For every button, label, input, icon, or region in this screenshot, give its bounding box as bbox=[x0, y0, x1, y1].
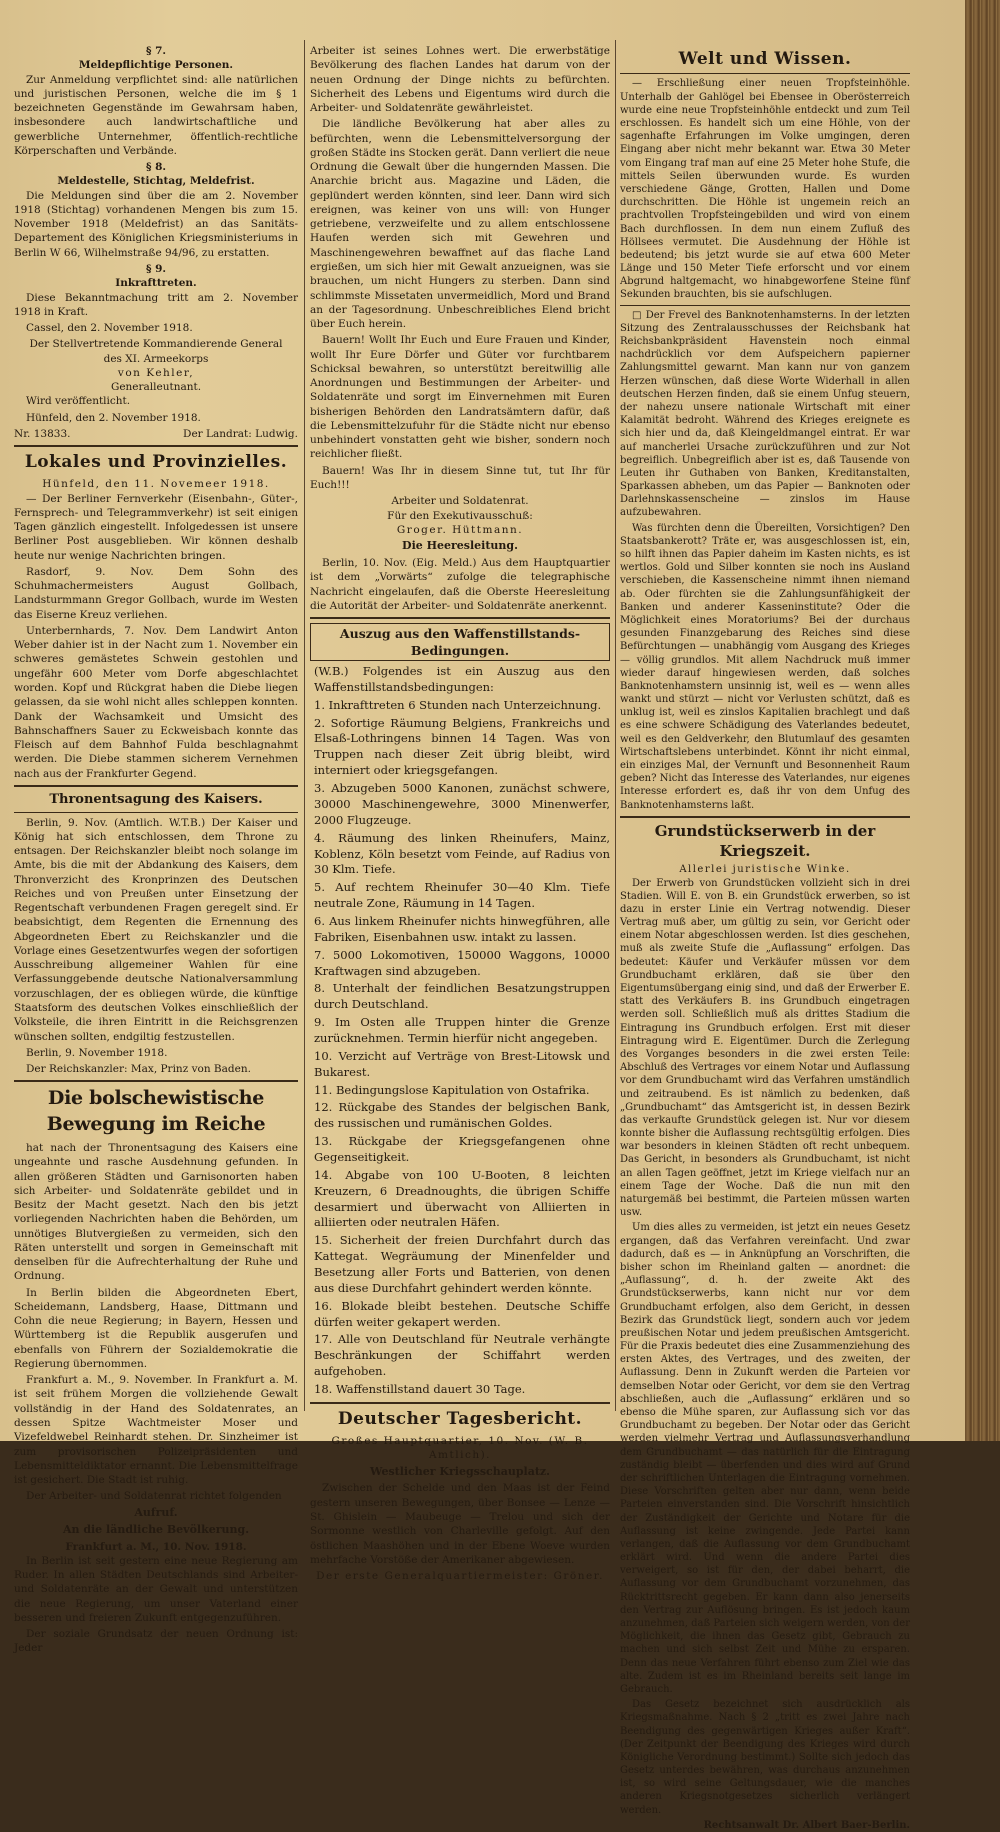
aufruf-date: Frankfurt a. M., 10. Nov. 1918. bbox=[65, 1540, 247, 1553]
divider bbox=[14, 1080, 298, 1082]
aufruf-subheading: An die ländliche Bevölkerung. bbox=[62, 1522, 250, 1536]
cassel-date: Cassel, den 2. November 1918. bbox=[26, 322, 193, 335]
armistice-list bbox=[310, 664, 610, 1398]
bolschewistische-heading: Die bolschewistische Bewegung im Reiche bbox=[46, 1087, 266, 1136]
welt-heading: Welt und Wissen. bbox=[678, 49, 852, 69]
divider bbox=[620, 816, 910, 818]
cassel-sign-2: des XI. Armeekorps bbox=[103, 352, 209, 365]
bolsch-text-3: Frankfurt a. M., 9. November. In Frankfurt a. M. ist seit frühem Morgen die vollziehende Gewalt vollständig in der Hand des Soldatenrates, an dessen Spitze Wachtmeister Moser und Vizefeldwebel Reinhardt stehen. Dr. Sinzheimer ist zum provisorischen Polizeipräsidenten und Lebensmitteldiktator ernannt. Die Lebensmittelfrage ist gesichert. Die Stadt ist ruhig. bbox=[14, 1374, 298, 1487]
bolsch-text-4: Der Arbeiter- und Soldatenrat richtet folgenden bbox=[26, 1490, 282, 1503]
landrat-sign: Der Landrat: Ludwig. bbox=[183, 427, 298, 440]
list-item: 3. Abzugeben 5000 Kanonen, zunächst schwere, 30000 Maschinengewehre, 3000 Minenwerfer, 2000 Flugzeuge. bbox=[314, 781, 610, 827]
aufruf-text-1: In Berlin ist seit gestern eine neue Regierung am Ruder. In allen Städten Deutschlands sind Arbeiter- und Soldatenräte an der Gewalt und unterstützen die neue Regierung, um unser Vaterland einer besseren und freieren Zukunft entgegenzuführen. bbox=[14, 1554, 298, 1624]
fernverkehr-text: — Der Berliner Fernverkehr (Eisenbahn-, Güter-, Fernsprech- und Telegrammverkehr) ist seit einigen Tagen gänzlich eingestellt. Infolgedessen ist unsere Berliner Post ausgeblieben. Wir können deshalb heute nur wenige Nachrichten bringen. bbox=[14, 492, 298, 562]
column-right bbox=[620, 44, 910, 1831]
aufruf-sign-3: Groger. Hüttmann. bbox=[396, 523, 524, 536]
list-item: 7. 5000 Lokomotiven, 150000 Waggons, 10000 Kraftwagen sind abzugeben. bbox=[314, 947, 610, 978]
frevel-text-2: Was fürchten denn die Übereilten, Vorsichtigen? Den Staatsbankerott? Träte er, was ausgeschlossen ist, ein, so hilft ihnen das Papier daheim im Kasten nichts, es ist wertlos. Gold und Silber konnten sie noch ins Ausland verschieben, die Kassenscheine nimmt ihnen niemand ab. Oder fürchten sie die Zahlungsunfähigkeit der Banken und anderer Kasseninstitute? Oder die Möglichkeit eines Moratoriums? Bei der durchaus gesunden Finanzgebarung des Reiches sind diese Befürchtungen — unabhängig vom Ausgang des Krieges — völlig grundlos. Mit allem Nachdruck muß immer wieder darauf hingewiesen werden, daß solches Banknotenhamstern unsinnig ist, weil es — wenn alles wankt und stürzt — nicht vor Verlusten schützt, daß es unklug ist, weil es zinslos Kapitalien brachlegt und daß es eine schwere Schädigung des Vaterlandes bedeutet, weil es den Geldverkehr, den Blutumlauf des gesamten Wirtschaftslebens unterbindet. Könnt ihr nicht einmal, ein einziges Mal, der Vernunft und Besonnenheit Raum geben? Nicht das Interesse des Vaterlandes, nur eigenes Interesse erfordert es, daß ihr von dem Unfug des Banknotenhamsterns laßt. bbox=[620, 522, 910, 811]
tagesbericht-dateline: Großes Hauptquartier, 10. Nov. (W. B. Amtlich). bbox=[331, 1434, 589, 1462]
rasdorf-text: Rasdorf, 9. Nov. Dem Sohn des Schuhmachermeisters August Gollbach, Landsturmmann Gregor Gollbach, wurde im Westen das Eiserne Kreuz verliehen. bbox=[14, 565, 298, 621]
aufruf-cont-2: Die ländliche Bevölkerung hat aber alles zu befürchten, wenn die Lebensmittelversorgung der großen Städte ins Stocken gerät. Dann verliert die neue Ordnung die Gewalt über die hungernden Massen. Die Anarchie bricht aus. Magazine und Läden, die geplündert werden könnten, sind leer. Dann wird sich ereignen, was keiner von uns will: von Hunger getriebene, verzweifelte und zu allem entschlossene Haufen werden sich mit Gewehren und Maschinengewehren bewaffnet auf das flache Land ergießen, um sich hier mit Gewalt anzueignen, was sie brauchen, um nicht Hungers zu sterben. Dann sind schlimmste Missetaten unvermeidlich, Mord und Brand an der Tagesordnung. Unbeschreibliches Elend bricht über Euch herein. bbox=[310, 118, 610, 331]
auszug-intro: (W.B.) Folgendes ist ein Auszug aus den Waffenstillstandsbedingungen: bbox=[314, 664, 610, 694]
aufruf-sign-1: Arbeiter und Soldatenrat. bbox=[391, 495, 529, 508]
list-item: 12. Rückgabe des Standes der belgischen Bank, des russischen und rumänischen Goldes. bbox=[314, 1100, 610, 1131]
section-7-head: § 7. bbox=[145, 45, 167, 57]
thron-text: Berlin, 9. Nov. (Amtlich. W.T.B.) Der Kaiser und König hat sich entschlossen, dem Throne zu entsagen. Der Reichskanzler bleibt noch solange im Amte, bis die mit der Abdankung des Kaisers, dem Thronverzicht des Kronprinzen des Deutschen Reiches und von Preußen unter Einsetzung der Regentschaft verbundenen Fragen geregelt sind. Er beabsichtigt, dem Regenten die Ernennung des Abgeordneten Ebert zu Reichskanzler und die Vorlage eines Gesetzentwurfes wegen der sofortigen Ausschreibung allgemeiner Wahlen für eine Verfassunggebende deutsche Nationalversammlung vorzuschlagen, der es obliegen würde, die künftige Staatsform des deutschen Volkes einschließlich der Volksteile, die ihren Eintritt in die Reichsgrenzen wünschen sollten, endgiltig festzustellen. bbox=[14, 816, 298, 1043]
frevel-text-1: □ Der Frevel des Banknotenhamsterns. In der letzten Sitzung des Zentralausschusses der Reichsbank hat Reichsbankpräsident Havenstein noch einmal nachdrücklich vor dem Aufspeichern papierner Zahlungsmittel gewarnt. Man kann nur von ganzem Herzen wünschen, daß diese Worte Widerhall in allen deutschen Herzen finden, daß sie einem Unfug steuern, der nahezu unsere nationale Wirtschaft mit einer Kalamität bedroht. Während des Krieges ereignete es sich hier und da, daß Kleingeldmangel eintrat. Er war auf mancherlei Ursache zurückzuführen und zur Not begreiflich. Unbegreiflich aber ist es, daß Tausende von Leuten ihr Guthaben von Banken, Kreditanstalten, Sparkassen abheben, um das Papier — Banknoten oder Darlehnskassenscheine — zinslos im Hause aufzubewahren. bbox=[620, 309, 910, 519]
tagesbericht-sign: Der erste Generalquartiermeister: Gröner. bbox=[316, 1570, 604, 1583]
aufruf-text-2: Der soziale Grundsatz der neuen Ordnung ist: Jeder bbox=[14, 1628, 298, 1655]
tagesbericht-text: Zwischen der Schelde und den Maas ist der Feind gestern unseren Bewegungen, über Bonsee — Lenze — St. Ghislein — Maubeuge — Trelou und sich der Sormonne westlich von Charleville gefolgt. Auf den östlichen Maashöhen und in der Ebene Woeve wurden mehrfache Vorstöße der Amerikaner abgewiesen. bbox=[310, 1482, 610, 1566]
wird-veroeffentlicht: Wird veröffentlicht. bbox=[26, 395, 131, 408]
divider bbox=[14, 812, 298, 813]
grundstueck-heading: Grundstückserwerb in der Kriegszeit. bbox=[654, 821, 876, 860]
list-item: 18. Waffenstillstand dauert 30 Tage. bbox=[314, 1382, 526, 1396]
column-rule bbox=[615, 40, 616, 1411]
divider bbox=[620, 305, 910, 306]
section-9-head: § 9. bbox=[145, 262, 167, 275]
list-item: 2. Sofortige Räumung Belgiens, Frankreichs und Elsaß-Lothringens binnen 14 Tagen. Was von Truppen nach dieser Zeit übrig bleibt, wird interniert oder kriegsgefangen. bbox=[314, 715, 610, 778]
huenfeld-date: Hünfeld, den 2. November 1918. bbox=[26, 411, 201, 424]
landrat-line bbox=[14, 427, 298, 441]
section-8-head: § 8. bbox=[145, 161, 167, 174]
column-left bbox=[14, 44, 298, 1655]
divider bbox=[310, 1402, 610, 1404]
column-middle bbox=[310, 44, 610, 1583]
list-item: 5. Auf rechtem Rheinufer 30—40 Klm. Tiefe neutrale Zone, Räumung in 14 Tagen. bbox=[314, 880, 610, 911]
divider bbox=[14, 785, 298, 787]
section-8-text: Die Meldungen sind über die am 2. November 1918 (Stichtag) vorhandenen Mengen bis zum 15. November 1918 (Meldefrist) an das Sanitäts-Departement des Königlichen Kriegsministeriums in Berlin W 66, Wilhelmstraße 94/96, zu erstatten. bbox=[14, 189, 298, 259]
tagesbericht-heading: Deutscher Tagesbericht. bbox=[337, 1408, 583, 1429]
grund-text-1: Der Erwerb von Grundstücken vollzieht sich in drei Stadien. Will E. von B. ein Grundstück erwerben, so ist dazu in erster Linie ein Vertrag notwendig. Dieser Vertrag muß aber, um gültig zu sein, vor Gericht oder einem Notar abgeschlossen werden. Ist dies geschehen, muß als zweite Stufe die „Auflassung“ erfolgen. Das bedeutet: Käufer und Verkäufer müssen vor dem Grundbuchamt erklären, daß sie über den Eigentumsübergang einig sind, und daß der Erwerber E. statt des Verkäufers B. ins Grundbuch eingetragen werden soll. Schließlich muß als drittes Stadium die Eintragung ins Grundbuch erfolgen. Erst mit dieser Eintragung wird E. Eigentümer. Durch die Zerlegung des Vorganges besonders in die zwei ersten Teile: Abschluß des Vertrages vor einem Notar und Auflassung vor dem Grundbuchamt wird das Verfahren umständlich und zeitraubend. Es ist nämlich zu bedenken, daß „Grundbuchamt“ das Amtsgericht ist, in dessen Bezirk das verkaufte Grundstück gelegen ist. Nur vor diesem konnte bisher die Auflassung rechtsgültig erfolgen. Dies war besonders in kleinen Städten oft recht unbequem. Das Gericht, in besonders als Grundbuchamt, ist nicht an allen Tagen geöffnet, jetzt im Kriege vielfach nur an einem Tage der Woche. Daß die nun mit den naturgemäß bei bestimmt, die Parteien müssen warten usw. bbox=[620, 877, 910, 1219]
aufruf-cont-4: Bauern! Was Ihr in diesem Sinne tut, tut Ihr für Euch!!! bbox=[310, 464, 610, 491]
grund-text-3: Das Gesetz bezeichnet sich ausdrücklich als Kriegsmaßnahme. Nach § 2 „tritt es zwei Jahre nach Beendigung des gegenwärtigen Krieges außer Kraft“. (Der Zeitpunkt der Beendigung des Krieges wird durch Königliche Verordnung bestimmt.) Sollte sich jedoch das Gesetz unterdes bewähren, was durchaus anzunehmen ist, so wird seine Geltungsdauer, wie die manches anderen Kriegsnotgesetzes sicherlich verlängert werden. bbox=[620, 1699, 910, 1816]
book-binding bbox=[965, 0, 1000, 1441]
huenfeld-dateline: Hünfeld, den 11. Novemeer 1918. bbox=[42, 478, 270, 491]
auszug-heading: Auszug aus den Waffenstillstands-Bedingungen. bbox=[310, 623, 610, 661]
grund-sign: Rechtsanwalt Dr. Albert Baer-Berlin. bbox=[703, 1819, 910, 1831]
ref-number: Nr. 13833. bbox=[14, 427, 71, 440]
list-item: 13. Rückgabe der Kriegsgefangenen ohne Gegenseitigkeit. bbox=[314, 1134, 610, 1164]
list-item: 11. Bedingungslose Kapitulation von Ostafrika. bbox=[314, 1082, 590, 1097]
divider bbox=[620, 73, 910, 74]
section-7-title: Meldepflichtige Personen. bbox=[78, 59, 234, 72]
section-9-text: Diese Bekanntmachung tritt am 2. November 1918 in Kraft. bbox=[14, 291, 298, 318]
aufruf-cont-1: Arbeiter ist seines Lohnes wert. Die erwerbstätige Bevölkerung des flachen Landes hat darum von der neuen Ordnung der Dinge nichts zu befürchten. Sicherheit des Lebens und Eigentums wird durch die Arbeiter- und Soldatenräte gewährleistet. bbox=[310, 45, 610, 115]
bolsch-text-1: hat nach der Thronentsagung des Kaisers eine ungeahnte und rasche Ausdehnung gefunden. In allen größeren Städten und Garnisonorten haben sich Arbeiter- und Soldatenräte gebildet und in Besitz der Macht gesetzt. Nach den bis jetzt vorliegenden Nachrichten haben die Behörden, um unnötiges Blutvergießen zu vermeiden, sich den Räten unterstellt und sorgen in Gemeinschaft mit denselben für die Aufrechterhaltung der Ruhe und Ordnung. bbox=[14, 1141, 298, 1283]
aufruf-sign-2: Für den Exekutivausschuß: bbox=[387, 509, 533, 522]
section-9-title: Inkrafttreten. bbox=[115, 277, 197, 290]
list-item: 17. Alle von Deutschland für Neutrale verhängte Beschränkungen der Schiffahrt werden aufgehoben. bbox=[314, 1332, 610, 1379]
aufruf-cont-3: Bauern! Wollt Ihr Euch und Eure Frauen und Kinder, wollt Ihr Eure Dörfer und Güter vor furchtbarem Schicksal bewahren, so unterstützt bereitwillig alle Anordnungen und Bestimmungen der Arbeiter- und Soldatenräte und sorgt im Einvernehmen mit Euren bisherigen Behörden den Landratsämtern dafür, daß die Lebensmittelzufuhr für die Städte nicht nur ebenso unbehindert vonstatten geht wie bisher, sondern noch reichlicher fließt. bbox=[310, 334, 610, 461]
list-item: 6. Aus linkem Rheinufer nichts hinwegführen, alle Fabriken, Eisenbahnen usw. intakt zu lassen. bbox=[314, 913, 610, 944]
thron-heading: Thronentsagung des Kaisers. bbox=[49, 791, 263, 807]
list-item: 10. Verzicht auf Verträge von Brest-Litowsk und Bukarest. bbox=[314, 1048, 610, 1079]
cassel-sign-3: von Kehler, bbox=[117, 366, 195, 379]
thron-sign: Der Reichskanzler: Max, Prinz von Baden. bbox=[26, 1063, 251, 1076]
unterbernhards-text: Unterbernhards, 7. Nov. Dem Landwirt Anton Weber dahier ist in der Nacht zum 1. November ein schweres gemästetes Schwein gestohlen und ungefähr 600 Meter vom Dorfe abgeschlachtet worden. Kopf und Rückgrat haben die Diebe liegen gelassen, da sie wohl nicht alles schleppen konnten. Dank der Wachsamkeit und Umsicht des Bahnschaffners Sauer zu Eckweisbach konnte das Fleisch auf dem Bahnhof Fulda beschlagnahmt werden. Die Diebe stammen sicherem Vernehmen nach aus der Frankfurter Gegend. bbox=[14, 624, 298, 780]
heeresleitung-heading: Die Heeresleitung. bbox=[402, 539, 518, 553]
bolsch-text-2: In Berlin bilden die Abgeordneten Ebert, Scheidemann, Landsberg, Haase, Dittmann und Cohn die neue Regierung; in Bayern, Hessen und Württemberg ist die Republik ausgerufen und ebenfalls von Führern der Sozialdemokratie die Regierung übernommen. bbox=[14, 1286, 298, 1370]
thron-date: Berlin, 9. November 1918. bbox=[26, 1046, 168, 1059]
grundstueck-subheading: Allerlei juristische Winke. bbox=[679, 864, 851, 876]
list-item: 1. Inkrafttreten 6 Stunden nach Unterzeichnung. bbox=[314, 697, 602, 712]
section-8-title: Meldestelle, Stichtag, Meldefrist. bbox=[57, 175, 255, 188]
aufruf-heading: Aufruf. bbox=[134, 1505, 178, 1519]
list-item: 4. Räumung des linken Rheinufers, Mainz, Koblenz, Köln besetzt vom Feinde, auf Radius von 30 Klm. Tiefe. bbox=[314, 830, 610, 877]
list-item: 15. Sicherheit der freien Durchfahrt durch das Kattegat. Wegräumung der Minenfelder und Besetzung aller Forts und Batterien, von denen aus diese Durchfahrt gehindert werden könnte. bbox=[314, 1233, 610, 1295]
list-item: 16. Blokade bleibt bestehen. Deutsche Schiffe dürfen weiter gekapert werden. bbox=[314, 1298, 610, 1329]
divider bbox=[14, 445, 298, 447]
grund-text-2: Um dies alles zu vermeiden, ist jetzt ein neues Gesetz ergangen, daß das Verfahren vereinfacht. Und zwar dadurch, daß es — in Anknüpfung an Vorschriften, die bisher schon im Rheinland galten — anordnet: die „Auflassung“, d. h. der zweite Akt des Grundstückserwerbs, kann nicht nur vor dem Grundbuchamt erfolgen, also dem Gericht, in dessen Bezirk das Grundstück liegt, sondern auch vor jedem preußischen Notar und jedem preußischen Amtsgericht. Für die Praxis bedeutet dies eine Zusammenziehung des ersten Aktes, des Vertrages, und des zweiten, der Auflassung. Denn in Zukunft werden die Parteien vor demselben Notar oder Gericht, vor dem sie den Vertrag abschließen, auch die „Auflassung“ erklären und so ebenso die Mühe sparen, zur Auflassung sich vor das Grundbuchamt zu begeben. Der Notar oder das Gericht werden vielmehr Vertrag und Auflassungsverhandlung dem Grundbuchamt — das natürlich für die Eintragung zuständig bleibt — überfenden und dies wird auf Grund der schriftlichen Unterlagen die Eintragung vornehmen. Diese Vorschriften gelten aber nur dann, wenn beide Parteien einverstanden sind. Die Vorschrift hinsichtlich der Zuständigkeit der Gerichte und Notare für die Auflassung ist keine zwingende. Jede Partei kann verlangen, daß die Auflassung vor dem Grundbuchamt erklärt wird. Und wenn die andere Partei dies verweigert, so ist für den, der dabei beharrt, die Auflassung vor dem Grundbuchamt vorzunehmen, das Rücktrittsrecht gegeben. Er kann dann also jenerseits den Vertrag zur Auflösung bringen. Es ist jedoch kaum anzunehmen, daß Parteien sich weigern werden, von der Möglichkeit, die ihnen das Gesetz gibt, Gebrauch zu machen und sich selbst Zeit und Mühe zu ersparen. Denn das neue Verfahren führt ebenso zum Ziel wie das alte. Zudem ist es im Rheinland bereits seit lange im Gebrauch. bbox=[620, 1222, 910, 1695]
divider bbox=[310, 617, 610, 619]
lokales-heading: Lokales und Provinzielles. bbox=[24, 452, 288, 473]
list-item: 8. Unterhalt der feindlichen Besatzungstruppen durch Deutschland. bbox=[314, 981, 610, 1012]
column-rule bbox=[304, 40, 305, 1411]
heeresleitung-text: Berlin, 10. Nov. (Eig. Meld.) Aus dem Hauptquartier ist dem „Vorwärts“ zufolge die telegraphische Nachricht eingelaufen, daß die Oberste Heeresleitung die Autorität der Arbeiter- und Soldatenräte anerkennt. bbox=[310, 556, 610, 612]
list-item: 9. Im Osten alle Truppen hinter die Grenze zurücknehmen. Termin hierfür nicht angegeben. bbox=[314, 1015, 610, 1045]
section-7-text: Zur Anmeldung verpflichtet sind: alle natürlichen und juristischen Personen, welche die im § 1 bezeichneten Gegenstände im Gewahrsam haben, insbesondere auch landwirtschaftliche und gewerbliche Unternehmer, öffentlich-rechtliche Körperschaften und Verbände. bbox=[14, 73, 298, 157]
cassel-sign-4: Generalleutnant. bbox=[110, 381, 202, 394]
cassel-sign-1: Der Stellvertretende Kommandierende General bbox=[29, 338, 283, 351]
list-item: 14. Abgabe von 100 U-Booten, 8 leichten Kreuzern, 6 Dreadnoughts, die übrigen Schiffe desarmiert und überwacht von Alliierten in alliierten oder neutralen Häfen. bbox=[314, 1167, 610, 1230]
welt-text: — Erschließung einer neuen Tropfsteinhöhle. Unterhalb der Gahlögel bei Ebensee in Oberösterreich wurde eine neue Tropfsteinhöhle entdeckt und zum Teil erschlossen. Es handelt sich um eine Höhle, von der sagenhafte Erfahrungen im Volke umgingen, deren Eingang aber nicht mehr bekannt war. Etwa 30 Meter vom Eingang traf man auf eine 25 Meter hohe Stufe, die mittels Seilen überwunden wurde. Es wurden verschiedene Gänge, Grotten, Hallen und Dome durchschritten. Die Höhle ist ungemein reich an prachtvollen Tropfsteingebilden und wird von einem Bach durchflossen. In dem nun einem Zufluß des Höllsees vermutet. Die Ausdehnung der Höhle ist bedeutend; bis jetzt wurde sie auf etwa 600 Meter Länge und 150 Meter Tiefe erforscht und vor einem Abgrund haltgemacht, wo hinabgeworfene Steine fünf Sekunden brauchten, bis sie aufschlugen. bbox=[620, 78, 910, 301]
tagesbericht-subheading: Westlicher Kriegsschauplatz. bbox=[370, 1464, 550, 1478]
